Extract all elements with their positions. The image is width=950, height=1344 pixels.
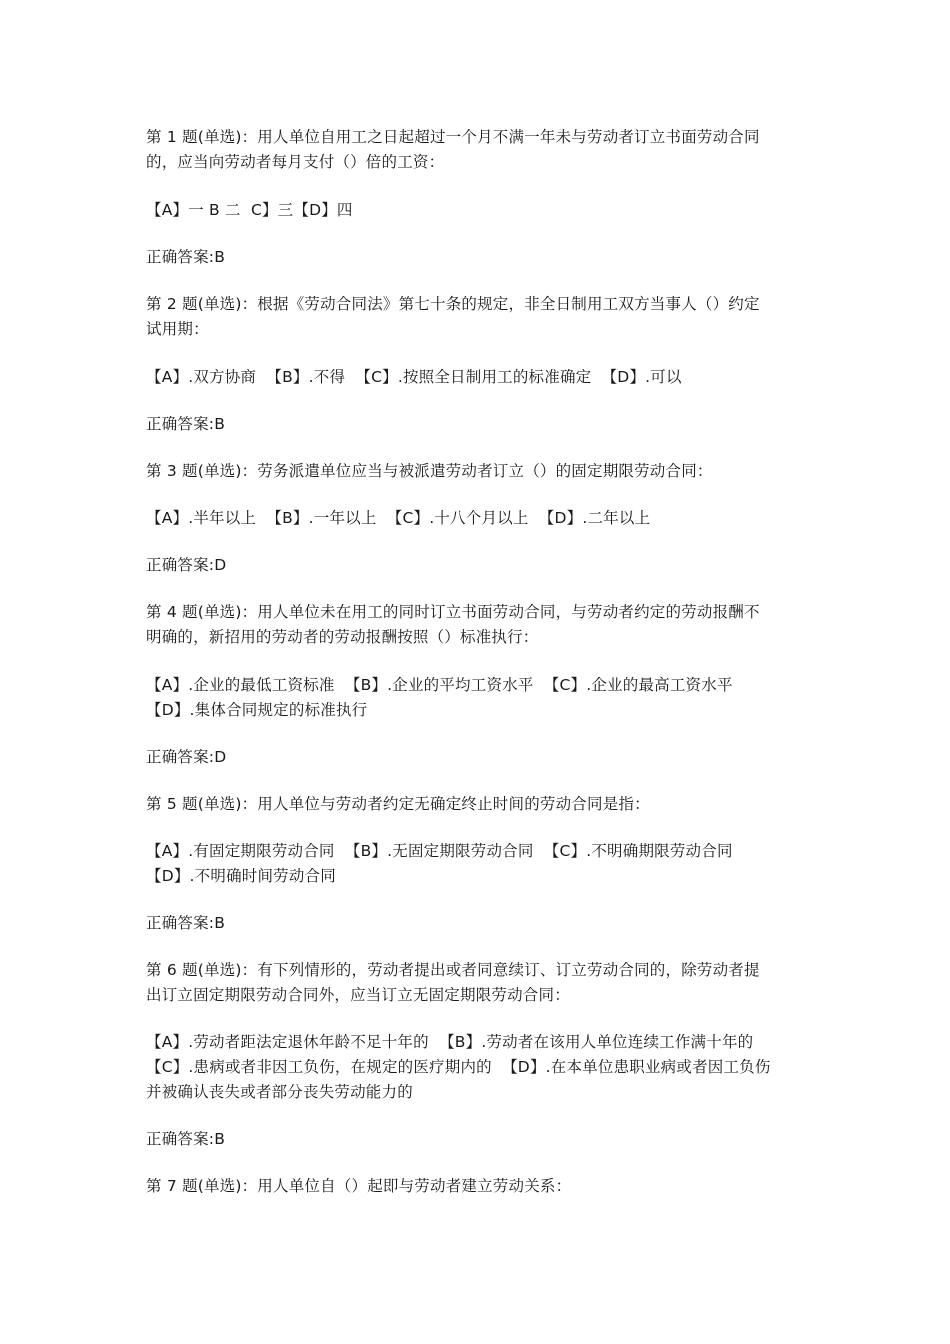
question-5-answer: 正确答案:B (146, 914, 226, 932)
question-6-options (146, 1030, 818, 1105)
stem-line: 试用期： (146, 320, 209, 338)
question-5-options (146, 839, 818, 889)
question-5-stem (146, 792, 818, 817)
stem-line: 第 2 题(单选)：根据《劳动合同法》第七十条的规定，非全日制用工双方当事人（）约定 (146, 295, 760, 313)
question-4-stem (146, 600, 818, 650)
stem-line: 出订立固定期限劳动合同外，应当订立无固定期限劳动合同： (146, 986, 570, 1004)
question-6-answer: 正确答案:B (146, 1130, 226, 1148)
option-line: 【C】.患病或者非因工负伤，在规定的医疗期内的 【D】.在本单位患职业病或者因工负伤 (146, 1058, 771, 1076)
stem-line: 明确的，新招用的劳动者的劳动报酬按照（）标准执行： (146, 628, 539, 646)
question-3-stem (146, 459, 818, 484)
question-2-answer: 正确答案:B (146, 415, 226, 433)
question-4-answer: 正确答案:D (146, 748, 227, 766)
option-line: 【A】.劳动者距法定退休年龄不足十年的 【B】.劳动者在该用人单位连续工作满十年的 (146, 1033, 754, 1051)
question-2-options (146, 365, 818, 390)
option-line: 【D】.集体合同规定的标准执行 (146, 701, 368, 719)
question-3-options (146, 506, 818, 531)
question-3-answer: 正确答案:D (146, 556, 227, 574)
question-4-options (146, 673, 818, 723)
option-line: 【A】.有固定期限劳动合同 【B】.无固定期限劳动合同 【C】.不明确期限劳动合同 (146, 842, 733, 860)
stem-line: 第 5 题(单选)：用人单位与劳动者约定无确定终止时间的劳动合同是指： (146, 795, 650, 813)
stem-line: 第 4 题(单选)：用人单位未在用工的同时订立书面劳动合同，与劳动者约定的劳动报酬不 (146, 603, 760, 621)
question-7-stem (146, 1174, 818, 1199)
question-6-stem (146, 958, 818, 1008)
question-1-answer: 正确答案:B (146, 248, 226, 266)
stem-line: 第 3 题(单选)：劳务派遣单位应当与被派遣劳动者订立（）的固定期限劳动合同： (146, 462, 713, 480)
stem-line: 第 1 题(单选)：用人单位自用工之日起超过一个月不满一年未与劳动者订立书面劳动合同 (146, 128, 760, 146)
option-line: 【A】.半年以上 【B】.一年以上 【C】.十八个月以上 【D】.二年以上 (146, 509, 651, 527)
option-line: 并被确认丧失或者部分丧失劳动能力的 (146, 1083, 413, 1101)
stem-line: 的，应当向劳动者每月支付（）倍的工资： (146, 153, 445, 171)
stem-line: 第 6 题(单选)：有下列情形的，劳动者提出或者同意续订、订立劳动合同的，除劳动者提 (146, 961, 760, 979)
stem-line: 第 7 题(单选)：用人单位自（）起即与劳动者建立劳动关系： (146, 1177, 572, 1195)
option-line: 【A】.双方协商 【B】.不得 【C】.按照全日制用工的标准确定 【D】.可以 (146, 368, 682, 386)
question-1-stem (146, 125, 818, 175)
option-line: 【A】一 B 二 C】三【D】四 (146, 201, 353, 219)
option-line: 【D】.不明确时间劳动合同 (146, 867, 336, 885)
option-line: 【A】.企业的最低工资标准 【B】.企业的平均工资水平 【C】.企业的最高工资水平 (146, 676, 733, 694)
question-1-options (146, 198, 818, 223)
question-2-stem (146, 292, 818, 342)
